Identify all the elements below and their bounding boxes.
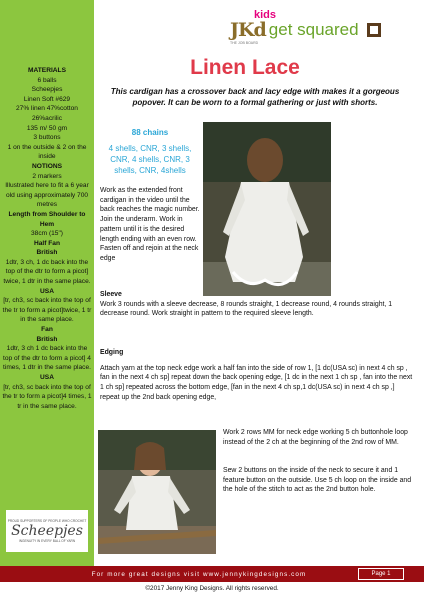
cardigan-back-photo (203, 122, 331, 296)
chains-pattern: 4 shells, CNR, 3 shells, CNR, 4 shells, CNR, 3 shells, CNR, 4shells (108, 144, 192, 175)
buttons-section (223, 466, 419, 495)
notion-item: 2 markers (32, 172, 62, 180)
logo-jkd: JKd (230, 19, 266, 41)
fan-british-text: 1dtr, 3 ch 1 dc back into the top of the dtr to form a picot] 4 times, 1 dtr in the same place. (3, 345, 91, 372)
copyright: ©2017 Jenny King Designs. All rights reserved. (145, 585, 279, 592)
material-item: 135 m/ 50 gm (26, 124, 68, 132)
half-fan-usa-label: USA (40, 287, 54, 295)
material-item: 6 balls (37, 76, 57, 84)
edging-heading: Edging (100, 349, 124, 356)
page-number: Page 1 (358, 568, 404, 580)
material-item: 1 on the outside & 2 on the inside (7, 143, 87, 161)
sleeve-text: Work 3 rounds with a sleeve decrease, 8 rounds straight, 1 decrease round, 4 rounds straight, 1 decrease round. Work straight in pattern to the required sleeve length. (100, 300, 393, 318)
yarn-logo-text: Scheepjes (11, 523, 83, 539)
footer-bar (0, 566, 424, 582)
fan-usa-label: USA (40, 374, 54, 381)
chains-block (100, 127, 200, 176)
material-item: Scheepjes (31, 86, 63, 94)
logo-square-icon (367, 23, 381, 37)
cardigan-front-photo (98, 430, 216, 554)
intro-text: This cardigan has a crossover back and lacy edge with makes it a gorgeous popover. It can be worn to a formal gathering or just with shorts. (110, 87, 400, 107)
buttons-text: Sew 2 buttons on the inside of the neck to secure it and 1 feature button on the outside. Use 5 ch loop on the inside and the hole of the stitch to act as the 2nd button hole. (223, 467, 412, 494)
logo-kids: kids (254, 9, 277, 21)
scheepjes-logo (6, 510, 88, 552)
notion-item: Illustrated here to fit a 6 year old using approximately 700 metres (5, 182, 89, 209)
material-item: 26%acrilic (31, 114, 63, 122)
material-item: Linen Soft #629 (23, 95, 71, 103)
page-title: Linen Lace (190, 56, 300, 79)
half-fan-british-label: British (36, 249, 58, 257)
brand-logo (230, 9, 381, 45)
sidebar (0, 0, 94, 566)
notions-heading: NOTIONS (31, 162, 63, 170)
fan-heading: Fan (41, 326, 53, 334)
sleeve-section (100, 290, 414, 319)
instruction-p1: Work as the extended front cardigan in the video until the back reaches the magic number. (100, 187, 200, 214)
material-item: 27% linen 47%cotton (16, 105, 78, 113)
instructions-intro (100, 186, 200, 264)
yarn-logo-subtitle: INGENUITY IN EVERY BALL OF YARN (18, 539, 76, 543)
logo-getsquared: get squared (268, 20, 359, 39)
sleeve-heading: Sleeve (100, 291, 122, 298)
materials-heading: MATERIALS (28, 67, 66, 74)
half-fan-british-text: 1dtr, 3 ch, 1 dc back into the top of the dtr to form a picot] twice, 1 dtr in the same place. (3, 258, 91, 286)
material-item: 3 buttons (33, 134, 61, 142)
logo-tagline: THE JOB BOARD (230, 41, 259, 45)
edging-section (100, 348, 414, 403)
length-heading: Length from Shoulder to Hem (8, 210, 86, 228)
half-fan-usa-text: [tr, ch3, sc back into the top of the tr to form a picot]twice, 1 tr in the same place. (2, 297, 92, 324)
sidebar-text (2, 66, 92, 411)
mm-section (223, 428, 419, 447)
length-value: 38cm (15") (30, 230, 64, 238)
fan-usa-text: [tr, ch3, sc back into the top of the tr to form a picot]4 times, 1 tr in the same place. (2, 383, 92, 410)
instruction-p2: Join the underarm. Work in pattern until it is the desired length ending with an even row. Fasten off and rejoin at the neck edge (100, 216, 199, 262)
chains-heading: 88 chains (131, 128, 169, 137)
half-fan-heading: Half Fan (33, 239, 60, 247)
edging-text: Attach yarn at the top neck edge work a half fan into the side of row 1, [1 dc(USA sc) in next 4 ch sp , fan in the next 4 ch sp] repeat down the back opening edge, [1 dc in the next 1 ch sp , fan into the next 1 ch sp] repeated across the bottom edge, [fan in the next 4 ch sp,1 dc(USA sc) in next 4 ch sp ,] repeat up the 2nd back opening edge, (100, 364, 413, 401)
footer-link[interactable]: For more great designs visit www.jennykingdesigns.com (91, 570, 307, 578)
fan-british-label: British (36, 335, 58, 343)
mm-text: Work 2 rows MM for neck edge working 5 ch buttonhole loop instead of the 2 ch at the beginning of the 2nd row of MM. (223, 429, 408, 446)
yarn-logo-tagline: PROUD SUPPORTERS OF PEOPLE WHO CROCHET (7, 519, 87, 523)
